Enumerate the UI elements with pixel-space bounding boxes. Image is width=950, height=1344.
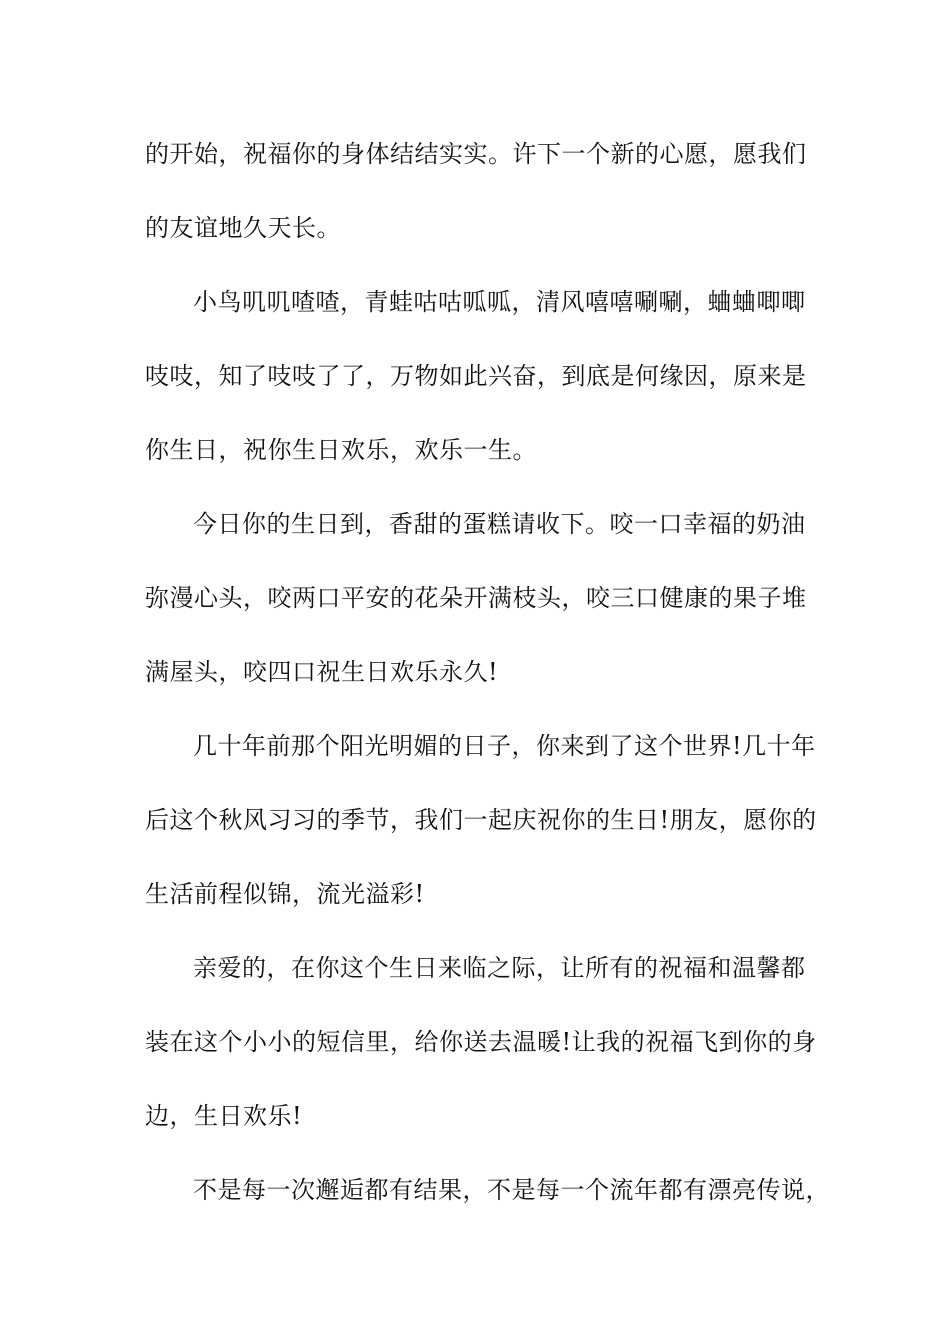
text-line: 装在这个小小的短信里，给你送去温暖!让我的祝福飞到你的身 [145,1028,817,1056]
text-line: 吱吱，知了吱吱了了，万物如此兴奋，到底是何缘因，原来是 [145,362,807,390]
text-line: 满屋头，咬四口祝生日欢乐永久! [145,658,499,686]
text-line: 边，生日欢乐! [145,1102,303,1130]
text-line: 的开始，祝福你的身体结结实实。许下一个新的心愿，愿我们 [145,140,807,168]
paragraph-start-line: 亲爱的，在你这个生日来临之际，让所有的祝福和温馨都 [193,954,806,982]
text-line: 的友谊地久天长。 [145,214,341,242]
document-body [145,127,830,1237]
paragraph-start-line: 今日你的生日到，香甜的蛋糕请收下。咬一口幸福的奶油 [193,510,806,538]
text-line: 弥漫心头，咬两口平安的花朵开满枝头，咬三口健康的果子堆 [145,584,807,612]
text-line: 生活前程似锦，流光溢彩! [145,880,425,908]
text-line: 后这个秋风习习的季节，我们一起庆祝你的生日!朋友，愿你的 [145,806,817,834]
paragraph-start-line: 小鸟叽叽喳喳，青蛙咕咕呱呱，清风嘻嘻唰唰，蛐蛐唧唧 [193,288,806,316]
paragraph-start-line: 不是每一次邂逅都有结果，不是每一个流年都有漂亮传说， [193,1176,830,1204]
text-line: 你生日，祝你生日欢乐，欢乐一生。 [145,436,537,464]
paragraph-start-line: 几十年前那个阳光明媚的日子，你来到了这个世界!几十年 [193,732,816,760]
